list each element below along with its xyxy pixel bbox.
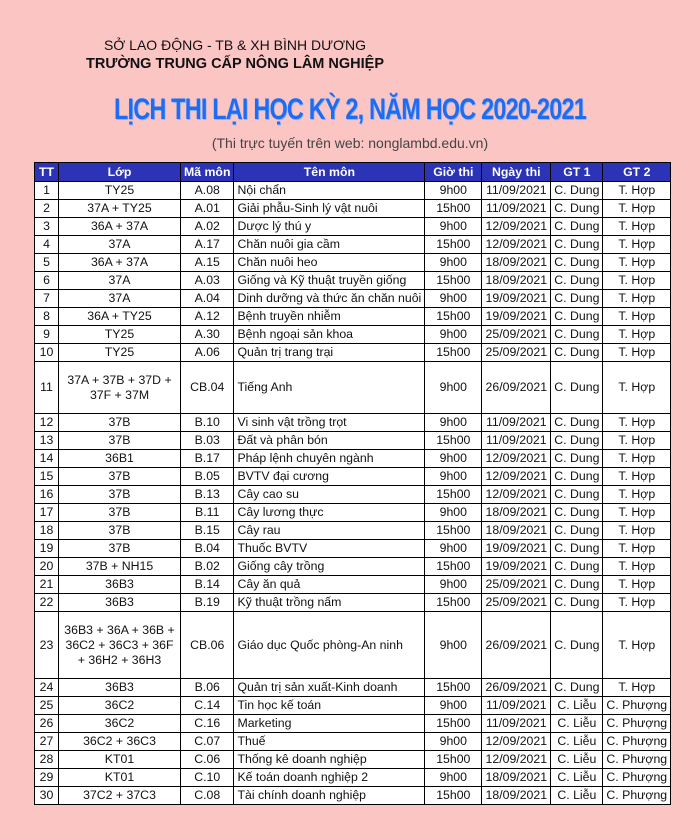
exam-date-cell: 11/09/2021 [482,715,551,733]
page-title: LỊCH THI LẠI HỌC KỲ 2, NĂM HỌC 2020-2021 [113,93,586,126]
proctor-1-cell: C. Dung [551,594,603,612]
row-number: 12 [35,414,59,432]
row-number: 18 [35,522,59,540]
exam-time-cell: 9h00 [425,576,482,594]
subject-code-cell: B.14 [181,576,234,594]
table-row [35,236,671,254]
proctor-2-cell: T. Hợp [603,450,671,468]
exam-date-cell: 26/09/2021 [482,679,551,697]
subject-code-cell: C.08 [181,787,234,805]
table-row [35,414,671,432]
row-number: 20 [35,558,59,576]
subject-code-cell: B.15 [181,522,234,540]
exam-date-cell: 25/09/2021 [482,594,551,612]
proctor-2-cell: T. Hợp [603,254,671,272]
subject-name-cell: Giải phẫu-Sinh lý vật nuôi [234,200,425,218]
subject-code-cell: CB.06 [181,612,234,679]
row-number: 8 [35,308,59,326]
table-row [35,468,671,486]
exam-time-cell: 9h00 [425,254,482,272]
table-row [35,522,671,540]
subject-name-cell: Cây lương thực [234,504,425,522]
table-row [35,558,671,576]
subject-code-cell: B.11 [181,504,234,522]
class-cell: 36A + TY25 [59,308,181,326]
column-header-subject-name: Tên môn [234,163,425,182]
exam-date-cell: 25/09/2021 [482,326,551,344]
proctor-2-cell: C. Phượng [603,697,671,715]
proctor-1-cell: C. Liễu [551,769,603,787]
subject-code-cell: C.07 [181,733,234,751]
table-row [35,769,671,787]
subject-code-cell: B.10 [181,414,234,432]
row-number: 6 [35,272,59,290]
proctor-1-cell: C. Dung [551,468,603,486]
proctor-1-cell: C. Dung [551,432,603,450]
subject-name-cell: Bệnh truyền nhiễm [234,308,425,326]
row-number: 21 [35,576,59,594]
class-cell: 37B [59,540,181,558]
subject-name-cell: Marketing [234,715,425,733]
proctor-2-cell: T. Hợp [603,594,671,612]
column-header-exam-time: Giờ thi [425,163,482,182]
subject-name-cell: Bệnh ngoại sản khoa [234,326,425,344]
proctor-2-cell: T. Hợp [603,290,671,308]
exam-date-cell: 11/09/2021 [482,432,551,450]
subject-code-cell: A.30 [181,326,234,344]
subject-code-cell: A.02 [181,218,234,236]
class-cell: 37B [59,468,181,486]
table-row [35,362,671,414]
column-header-exam-date: Ngày thi [482,163,551,182]
proctor-2-cell: C. Phượng [603,715,671,733]
row-number: 10 [35,344,59,362]
row-number: 26 [35,715,59,733]
class-cell: 37B [59,414,181,432]
proctor-1-cell: C. Dung [551,272,603,290]
exam-time-cell: 15h00 [425,787,482,805]
class-cell: 36A + 37A [59,254,181,272]
exam-schedule-table [34,162,671,805]
class-cell: 37B [59,504,181,522]
subject-code-cell: C.16 [181,715,234,733]
proctor-2-cell: T. Hợp [603,486,671,504]
subject-code-cell: C.10 [181,769,234,787]
table-row [35,576,671,594]
proctor-2-cell: C. Phượng [603,787,671,805]
exam-date-cell: 18/09/2021 [482,769,551,787]
proctor-1-cell: C. Liễu [551,751,603,769]
proctor-1-cell: C. Liễu [551,697,603,715]
row-number: 25 [35,697,59,715]
exam-date-cell: 12/09/2021 [482,450,551,468]
subject-code-cell: B.05 [181,468,234,486]
subject-code-cell: C.06 [181,751,234,769]
row-number: 23 [35,612,59,679]
class-cell: TY25 [59,326,181,344]
exam-date-cell: 12/09/2021 [482,236,551,254]
proctor-2-cell: T. Hợp [603,236,671,254]
exam-date-cell: 12/09/2021 [482,486,551,504]
proctor-1-cell: C. Dung [551,344,603,362]
exam-date-cell: 12/09/2021 [482,468,551,486]
proctor-2-cell: T. Hợp [603,558,671,576]
exam-time-cell: 9h00 [425,504,482,522]
proctor-1-cell: C. Dung [551,450,603,468]
proctor-1-cell: C. Dung [551,540,603,558]
table-row [35,697,671,715]
proctor-2-cell: C. Phượng [603,751,671,769]
exam-time-cell: 9h00 [425,612,482,679]
subject-name-cell: Quản trị sản xuất-Kinh doanh [234,679,425,697]
subject-name-cell: Nội chẩn [234,182,425,200]
row-number: 13 [35,432,59,450]
row-number: 1 [35,182,59,200]
exam-date-cell: 12/09/2021 [482,733,551,751]
class-cell: 36B3 + 36A + 36B + 36C2 + 36C3 + 36F + 36H2 + 36H3 [59,612,181,679]
subject-code-cell: C.14 [181,697,234,715]
proctor-1-cell: C. Dung [551,200,603,218]
table-row [35,679,671,697]
subject-name-cell: Đất và phân bón [234,432,425,450]
proctor-2-cell: C. Phượng [603,733,671,751]
subject-name-cell: Dinh dưỡng và thức ăn chăn nuôi [234,290,425,308]
table-row [35,612,671,679]
row-number: 11 [35,362,59,414]
proctor-2-cell: T. Hợp [603,576,671,594]
exam-date-cell: 25/09/2021 [482,576,551,594]
subject-name-cell: Thống kê doanh nghiệp [234,751,425,769]
exam-time-cell: 9h00 [425,326,482,344]
table-row [35,432,671,450]
subject-name-cell: Cây cao su [234,486,425,504]
class-cell: KT01 [59,751,181,769]
table-row [35,787,671,805]
exam-date-cell: 12/09/2021 [482,751,551,769]
exam-date-cell: 25/09/2021 [482,344,551,362]
subject-name-cell: BVTV đại cương [234,468,425,486]
class-cell: 37A [59,272,181,290]
proctor-1-cell: C. Dung [551,558,603,576]
subject-code-cell: A.17 [181,236,234,254]
row-number: 24 [35,679,59,697]
proctor-1-cell: C. Liễu [551,715,603,733]
subject-name-cell: Tin học kế toán [234,697,425,715]
exam-time-cell: 15h00 [425,594,482,612]
exam-time-cell: 15h00 [425,486,482,504]
proctor-2-cell: C. Phượng [603,769,671,787]
class-cell: 37A + 37B + 37D + 37F + 37M [59,362,181,414]
proctor-1-cell: C. Dung [551,326,603,344]
class-cell: 36B3 [59,679,181,697]
column-header-subject-code: Mã môn [181,163,234,182]
table-header-row [35,163,671,182]
table-row [35,715,671,733]
subject-name-cell: Thuốc BVTV [234,540,425,558]
subject-name-cell: Vi sinh vật trồng trọt [234,414,425,432]
row-number: 4 [35,236,59,254]
subject-code-cell: B.13 [181,486,234,504]
table-row [35,218,671,236]
exam-time-cell: 9h00 [425,769,482,787]
proctor-1-cell: C. Dung [551,254,603,272]
class-cell: 36B3 [59,576,181,594]
exam-date-cell: 26/09/2021 [482,362,551,414]
subject-code-cell: A.06 [181,344,234,362]
table-row [35,344,671,362]
proctor-1-cell: C. Dung [551,218,603,236]
table-row [35,594,671,612]
proctor-2-cell: T. Hợp [603,200,671,218]
exam-date-cell: 18/09/2021 [482,522,551,540]
exam-date-cell: 18/09/2021 [482,254,551,272]
exam-date-cell: 18/09/2021 [482,787,551,805]
exam-time-cell: 9h00 [425,362,482,414]
exam-time-cell: 15h00 [425,236,482,254]
subject-code-cell: B.19 [181,594,234,612]
subject-code-cell: A.01 [181,200,234,218]
subject-name-cell: Tài chính doanh nghiệp [234,787,425,805]
proctor-1-cell: C. Dung [551,612,603,679]
table-row [35,486,671,504]
proctor-1-cell: C. Dung [551,182,603,200]
column-header-proctor-2: GT 2 [603,163,671,182]
class-cell: 36B3 [59,594,181,612]
column-header-class: Lớp [59,163,181,182]
row-number: 9 [35,326,59,344]
exam-date-cell: 26/09/2021 [482,612,551,679]
exam-date-cell: 19/09/2021 [482,540,551,558]
exam-date-cell: 11/09/2021 [482,414,551,432]
subject-name-cell: Chăn nuôi gia cầm [234,236,425,254]
proctor-2-cell: T. Hợp [603,182,671,200]
proctor-2-cell: T. Hợp [603,218,671,236]
proctor-1-cell: C. Dung [551,486,603,504]
subject-code-cell: A.12 [181,308,234,326]
row-number: 17 [35,504,59,522]
exam-time-cell: 15h00 [425,308,482,326]
proctor-1-cell: C. Liễu [551,733,603,751]
subject-name-cell: Tiếng Anh [234,362,425,414]
exam-date-cell: 11/09/2021 [482,182,551,200]
exam-time-cell: 9h00 [425,540,482,558]
exam-date-cell: 19/09/2021 [482,308,551,326]
table-row [35,504,671,522]
proctor-1-cell: C. Dung [551,308,603,326]
subject-name-cell: Dược lý thú y [234,218,425,236]
class-cell: 37B [59,486,181,504]
row-number: 14 [35,450,59,468]
row-number: 19 [35,540,59,558]
subject-code-cell: CB.04 [181,362,234,414]
proctor-1-cell: C. Dung [551,576,603,594]
subject-code-cell: B.03 [181,432,234,450]
proctor-1-cell: C. Dung [551,414,603,432]
class-cell: 36C2 [59,715,181,733]
row-number: 29 [35,769,59,787]
proctor-2-cell: T. Hợp [603,414,671,432]
exam-date-cell: 11/09/2021 [482,200,551,218]
subject-code-cell: A.03 [181,272,234,290]
proctor-1-cell: C. Dung [551,679,603,697]
subject-name-cell: Cây ăn quả [234,576,425,594]
subject-code-cell: A.15 [181,254,234,272]
proctor-1-cell: C. Liễu [551,787,603,805]
table-row [35,733,671,751]
row-number: 7 [35,290,59,308]
exam-time-cell: 9h00 [425,414,482,432]
exam-time-cell: 15h00 [425,272,482,290]
row-number: 28 [35,751,59,769]
exam-time-cell: 15h00 [425,558,482,576]
table-row [35,290,671,308]
exam-time-cell: 15h00 [425,679,482,697]
class-cell: KT01 [59,769,181,787]
proctor-2-cell: T. Hợp [603,432,671,450]
exam-date-cell: 19/09/2021 [482,290,551,308]
column-header-proctor-1: GT 1 [551,163,603,182]
proctor-2-cell: T. Hợp [603,344,671,362]
class-cell: 36B1 [59,450,181,468]
table-row [35,540,671,558]
table-row [35,200,671,218]
table-row [35,326,671,344]
proctor-1-cell: C. Dung [551,236,603,254]
page-subtitle: (Thi trực tuyến trên web: nonglambd.edu.vn) [211,135,489,151]
class-cell: TY25 [59,182,181,200]
subject-name-cell: Quản trị trang trại [234,344,425,362]
table-row [35,450,671,468]
subject-code-cell: A.04 [181,290,234,308]
proctor-1-cell: C. Dung [551,290,603,308]
subject-code-cell: B.06 [181,679,234,697]
subject-name-cell: Giống cây trồng [234,558,425,576]
proctor-2-cell: T. Hợp [603,504,671,522]
row-number: 16 [35,486,59,504]
proctor-2-cell: T. Hợp [603,308,671,326]
subject-name-cell: Thuế [234,733,425,751]
proctor-2-cell: T. Hợp [603,540,671,558]
table-row [35,751,671,769]
exam-time-cell: 9h00 [425,733,482,751]
exam-time-cell: 15h00 [425,432,482,450]
subject-name-cell: Cây rau [234,522,425,540]
table-row [35,272,671,290]
subject-code-cell: B.02 [181,558,234,576]
subject-name-cell: Kỹ thuật trồng nấm [234,594,425,612]
table-row [35,182,671,200]
proctor-1-cell: C. Dung [551,522,603,540]
proctor-2-cell: T. Hợp [603,468,671,486]
exam-time-cell: 15h00 [425,751,482,769]
subject-name-cell: Kế toán doanh nghiệp 2 [234,769,425,787]
row-number: 30 [35,787,59,805]
proctor-2-cell: T. Hợp [603,326,671,344]
exam-time-cell: 15h00 [425,344,482,362]
proctor-1-cell: C. Dung [551,504,603,522]
exam-time-cell: 15h00 [425,200,482,218]
class-cell: 37B + NH15 [59,558,181,576]
exam-date-cell: 11/09/2021 [482,697,551,715]
class-cell: 37A + TY25 [59,200,181,218]
exam-time-cell: 15h00 [425,522,482,540]
row-number: 15 [35,468,59,486]
exam-date-cell: 18/09/2021 [482,504,551,522]
class-cell: 36A + 37A [59,218,181,236]
class-cell: 37C2 + 37C3 [59,787,181,805]
class-cell: 37B [59,522,181,540]
row-number: 22 [35,594,59,612]
exam-time-cell: 15h00 [425,715,482,733]
exam-time-cell: 9h00 [425,697,482,715]
exam-date-cell: 12/09/2021 [482,218,551,236]
proctor-2-cell: T. Hợp [603,612,671,679]
row-number: 27 [35,733,59,751]
column-header-tt: TT [35,163,59,182]
org-line-1: SỞ LAO ĐỘNG - TB & XH BÌNH DƯƠNG [103,37,367,53]
subject-name-cell: Chăn nuôi heo [234,254,425,272]
subject-code-cell: B.17 [181,450,234,468]
proctor-2-cell: T. Hợp [603,522,671,540]
class-cell: TY25 [59,344,181,362]
exam-time-cell: 9h00 [425,218,482,236]
subject-name-cell: Giáo dục Quốc phòng-An ninh [234,612,425,679]
row-number: 5 [35,254,59,272]
row-number: 2 [35,200,59,218]
proctor-1-cell: C. Dung [551,362,603,414]
class-cell: 37A [59,236,181,254]
exam-time-cell: 9h00 [425,450,482,468]
class-cell: 36C2 [59,697,181,715]
subject-code-cell: A.08 [181,182,234,200]
class-cell: 37B [59,432,181,450]
org-line-2: TRƯỜNG TRUNG CẤP NÔNG LÂM NGHIỆP [85,56,385,72]
table-row [35,308,671,326]
exam-time-cell: 9h00 [425,182,482,200]
exam-time-cell: 9h00 [425,468,482,486]
exam-time-cell: 9h00 [425,290,482,308]
proctor-2-cell: T. Hợp [603,362,671,414]
exam-date-cell: 19/09/2021 [482,558,551,576]
subject-code-cell: B.04 [181,540,234,558]
row-number: 3 [35,218,59,236]
class-cell: 37A [59,290,181,308]
subject-name-cell: Pháp lệnh chuyên ngành [234,450,425,468]
table-row [35,254,671,272]
subject-name-cell: Giống và Kỹ thuật truyền giống [234,272,425,290]
exam-date-cell: 18/09/2021 [482,272,551,290]
proctor-2-cell: T. Hợp [603,272,671,290]
class-cell: 36C2 + 36C3 [59,733,181,751]
proctor-2-cell: T. Hợp [603,679,671,697]
